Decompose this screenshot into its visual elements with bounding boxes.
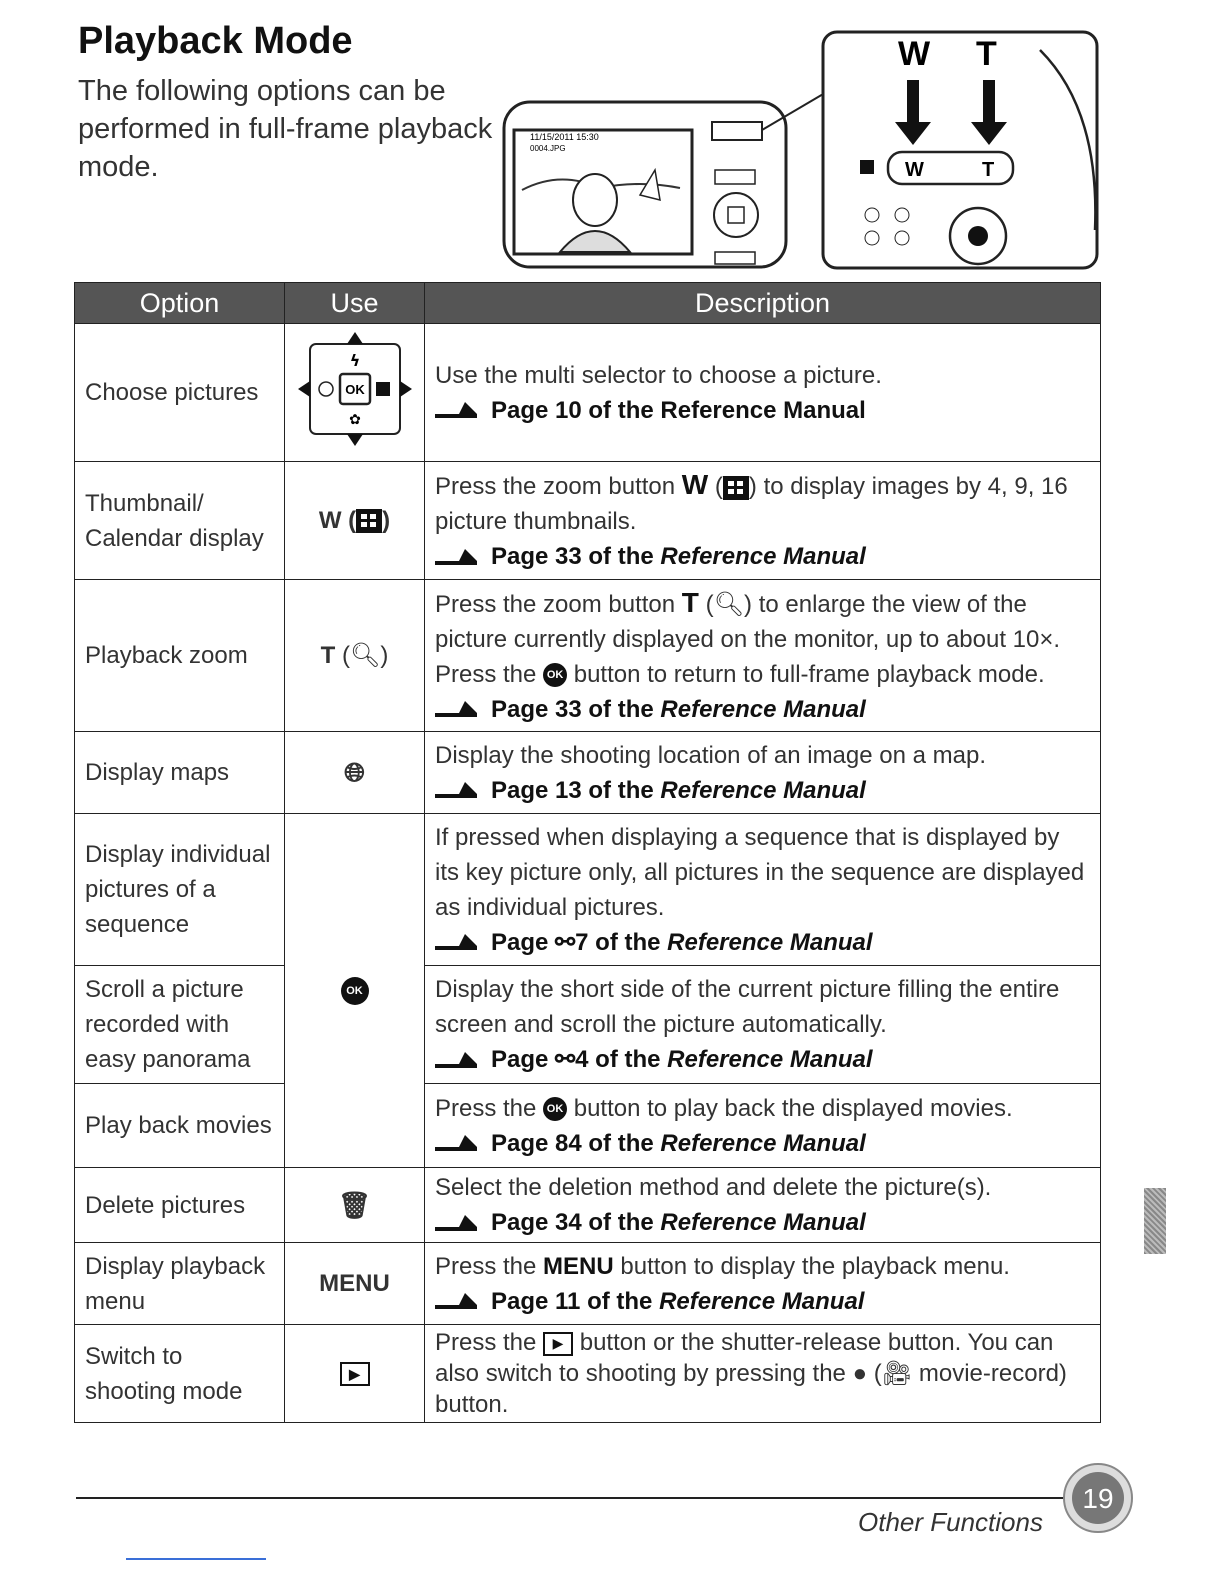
manual-reference: Page 84 of the Reference Manual (435, 1126, 1090, 1161)
manual-reference: Page 33 of the Reference Manual (435, 539, 1090, 574)
description-cell (425, 814, 1101, 966)
table-header-row (75, 283, 1101, 324)
zoom-icon: 🔍︎ (713, 590, 745, 618)
table-row (75, 1168, 1101, 1243)
description-cell (425, 966, 1101, 1084)
use-cell (285, 814, 425, 1168)
description-text: Press the MENU button to display the playback menu. (435, 1252, 1010, 1280)
ok-icon: OK (543, 663, 567, 687)
movie-record-icon: 🎥︎ (881, 1360, 913, 1387)
margin-mark (126, 1558, 266, 1560)
description-text: Display the short side of the current picture filling the entire screen and scroll the picture automatically. (435, 976, 1060, 1038)
svg-text:✿: ✿ (348, 412, 361, 428)
reference-arrow-icon (435, 1213, 477, 1233)
callout-w-label: W (898, 35, 931, 73)
option-cell: Choose pictures (75, 324, 285, 462)
reference-arrow-icon (435, 547, 477, 567)
description-text: Display the shooting location of an image on a map. (435, 741, 987, 769)
use-cell: T (🔍︎) (285, 580, 425, 732)
description-text: Use the multi selector to choose a picture. (435, 361, 882, 389)
reference-arrow-icon (435, 1291, 477, 1311)
table-row (75, 580, 1101, 732)
intro-text: The following options can be performed in full-frame playback mode. (78, 75, 493, 183)
table-row (75, 1325, 1101, 1423)
reference-arrow-icon (435, 699, 477, 719)
page-number: 19 (1082, 1483, 1114, 1514)
page-title: Playback Mode (78, 20, 353, 62)
map-icon: 🌐︎ (344, 756, 365, 787)
use-cell (285, 324, 425, 462)
reference-arrow-icon (435, 932, 477, 952)
description-text: If pressed when displaying a sequence that is displayed by its key picture only, all pictures in the sequence are displayed as individual pictures. (435, 823, 1085, 921)
table-row (75, 1243, 1101, 1325)
description-cell (425, 732, 1101, 814)
description-cell (425, 580, 1101, 732)
svg-text:ϟ: ϟ (349, 351, 360, 370)
table-row (75, 462, 1101, 580)
thumbnail-icon (356, 509, 382, 533)
playback-icon: ▶ (340, 1362, 370, 1386)
description-cell (425, 1325, 1101, 1423)
header-description: Description (425, 283, 1101, 324)
camera-illustration (500, 30, 1100, 275)
table-row (75, 966, 1101, 1084)
description-cell (425, 1168, 1101, 1243)
header-use: Use (285, 283, 425, 324)
description-cell (425, 324, 1101, 462)
option-cell: Display playback menu (75, 1243, 285, 1325)
reference-arrow-icon (435, 1133, 477, 1153)
ok-icon: OK (543, 1097, 567, 1121)
section-tab (1144, 1188, 1166, 1254)
description-cell (425, 462, 1101, 580)
manual-reference: Page 10 of the Reference Manual (435, 393, 1090, 428)
callout-button-w: W (905, 159, 924, 181)
reference-book-icon: ⚯ (555, 928, 576, 956)
footer-section: Other Functions (858, 1507, 1043, 1537)
description-cell (425, 1243, 1101, 1325)
manual-reference: Page 11 of the Reference Manual (435, 1284, 1090, 1319)
table-row (75, 732, 1101, 814)
option-cell: Delete pictures (75, 1168, 285, 1243)
svg-text:OK: OK (344, 382, 365, 397)
multi-selector-icon (296, 330, 414, 448)
option-cell: Switch to shooting mode (75, 1325, 285, 1423)
option-cell: Playback zoom (75, 580, 285, 732)
table-row (75, 814, 1101, 966)
reference-arrow-icon (435, 400, 477, 420)
manual-reference: Page ⚯7 of the Reference Manual (435, 925, 1090, 960)
zoom-icon: (🔍︎) (341, 642, 389, 669)
option-cell: Thumbnail/ Calendar display (75, 462, 285, 580)
thumbnail-icon (723, 476, 749, 500)
reference-arrow-icon (435, 780, 477, 800)
option-cell: Scroll a picture recorded with easy panorama (75, 966, 285, 1084)
manual-reference: Page 33 of the Reference Manual (435, 692, 1090, 727)
playback-options-table (74, 282, 1101, 1423)
reference-book-icon: ⚯ (555, 1046, 576, 1073)
description-text: Press the OK button to play back the displayed movies. (435, 1094, 1013, 1122)
description-text: Select the deletion method and delete the picture(s). (435, 1174, 992, 1201)
option-cell: Display individual pictures of a sequence (75, 814, 285, 966)
manual-reference: Page 34 of the Reference Manual (435, 1205, 1090, 1240)
manual-reference: Page 13 of the Reference Manual (435, 773, 1090, 808)
manual-reference: Page ⚯4 of the Reference Manual (435, 1042, 1090, 1077)
option-cell: Play back movies (75, 1084, 285, 1168)
description-cell (425, 1084, 1101, 1168)
use-cell (285, 732, 425, 814)
playback-icon: ▶ (543, 1332, 573, 1356)
callout-button-t: T (982, 159, 995, 181)
reference-arrow-icon (435, 1050, 477, 1070)
description-text: Press the ▶ button or the shutter-release button. You can also switch to shooting by pressing the ● (🎥︎ movie-record) button. (435, 1329, 1067, 1418)
camera-date: 11/15/2011 15:30 (530, 132, 599, 142)
table-row (75, 1084, 1101, 1168)
use-cell: W ( ) (285, 462, 425, 580)
option-cell: Display maps (75, 732, 285, 814)
description-text: Press the zoom button W ( ) to display images by 4, 9, 16 picture thumbnails. (435, 469, 1068, 535)
header-option: Option (75, 283, 285, 324)
table-row (75, 324, 1101, 462)
footer-divider (76, 1497, 1070, 1499)
ok-icon: OK (341, 977, 369, 1005)
use-cell (285, 1168, 425, 1243)
use-cell (285, 1325, 425, 1423)
record-button-icon: ● (852, 1360, 868, 1387)
page-number-badge (1062, 1462, 1134, 1534)
trash-icon: 🗑︎ (337, 1189, 371, 1220)
use-cell: MENU (285, 1243, 425, 1325)
callout-t-label: T (976, 35, 997, 73)
camera-file: 0004.JPG (530, 144, 566, 153)
description-text: Press the zoom button T (🔍︎) to enlarge the view of the picture currently displayed on the monitor, up to about 10×. Press the OK button to return to full-frame playback mode. (435, 586, 1061, 688)
